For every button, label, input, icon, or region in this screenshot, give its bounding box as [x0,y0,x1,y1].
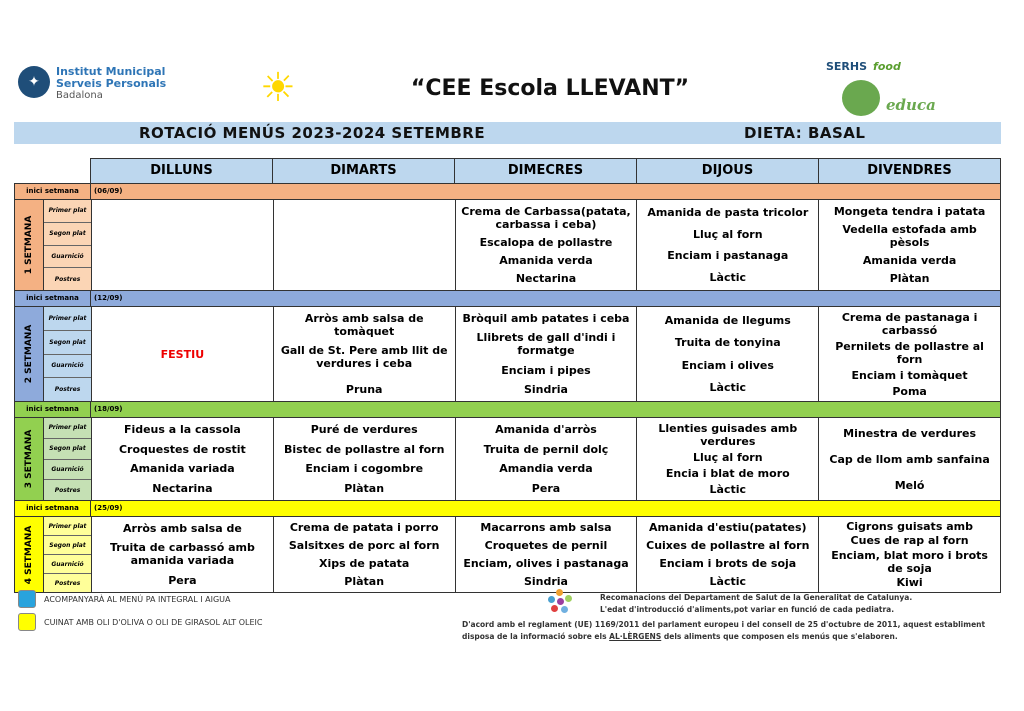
dish: Nectarina [515,272,577,286]
menu-cell [274,517,456,592]
menu-cell [819,517,1000,592]
course-label: Guarnició [44,355,91,379]
dish: Enciam, blat moro i brots de soja [831,548,988,575]
week-row [14,306,1001,401]
dish: Amanida d'estiu(patates) [649,521,807,535]
dish: Làctic [709,270,747,284]
dish: Làctic [709,574,747,588]
dish: Enciam i brots de soja [659,556,797,570]
dish: Salsitxes de porc al forn [288,539,440,553]
dish: Cues de rap al forn [850,534,969,548]
rotation-title: ROTACIÓ MENÚS 2023-2024 SETEMBRE [139,124,486,142]
dish: Pera [168,573,197,587]
educa-logo: educa [886,96,936,114]
day-header-divendres: DIVENDRES [819,159,1000,183]
menu-cell [92,307,274,401]
dish: Lluç al forn [692,450,763,464]
course-label: Primer plat [44,418,91,439]
dish: Pera [531,481,561,495]
day-header-dijous: DIJOUS [637,159,819,183]
day-header-row [90,158,1001,183]
health-recommendations: Recomanacions del Departament de Salut de la Generalitat de Catalunya. L'edat d'introducció d'aliments,pot variar en funció de cada pediatra. [600,593,913,614]
dish: Enciam, olives i pastanaga [463,556,629,570]
day-header-dilluns: DILLUNS [91,159,273,183]
dish: Croquestes de rostit [118,442,246,456]
dish: Enciam i pastanaga [667,249,789,263]
course-label: Guarnició [44,246,91,269]
week-start-date: (12/09) [94,294,123,302]
dish: Cigrons guisats amb [846,519,973,533]
week-start-row [14,401,1001,417]
dish: Truita de pernil dolç [483,442,609,456]
diet-label: DIETA: BASAL [744,124,866,142]
week-start-row [14,290,1001,306]
dish: Amanida verda [862,254,957,268]
day-header-dimecres: DIMECRES [455,159,637,183]
course-label: Postres [54,275,81,283]
institution-city: Badalona [56,90,103,101]
dish: Enciam i cogombre [305,462,424,476]
week-start-label: inici setmana [15,501,91,516]
health-dept-logo-icon [548,589,572,613]
dish: Mongeta tendra i patata [833,204,986,218]
dish: Enciam i tomàquet [851,368,968,382]
week-start-date: (25/09) [94,504,123,512]
dish: Escalopa de pollastre [479,235,613,249]
week-label: 1 SETMANA [15,200,44,290]
dish: Croquetes de pernil [484,539,608,553]
dish: Llenties guisades amb verdures [658,421,798,448]
dish: Arròs amb salsa de [123,522,242,536]
dish: Crema de patata i porro [289,521,439,535]
menu-cell [637,200,819,290]
legend-item-bread: ACOMPANYARÀ AL MENÚ PA INTEGRAL I AIGUA [18,590,230,608]
institution-line-2: Serveis Personals [56,77,167,90]
dish: Plàtan [889,272,930,286]
course-label: Segon plat [44,223,91,246]
dish: Crema de Carbassa(patata, carbassa i ceba) [461,204,631,231]
dish: Amanida variada [130,462,235,476]
course-label: Postres [54,486,81,494]
week-start-row [14,500,1001,516]
dish: Cuixes de pollastre al forn [646,539,810,553]
dish: Amandia verda [499,462,593,476]
dish: Sindria [523,382,568,396]
menu-cell [92,418,274,500]
dish: Kiwi [896,576,923,590]
course-label: Postres [54,579,81,587]
dish: Cap de llom amb sanfaina [829,452,990,466]
dish: Bròquil amb patates i ceba [462,312,630,326]
title-band [14,122,1001,144]
menu-cell [637,307,819,401]
dish: Plàtan [344,574,385,588]
dish: Amanida d'arròs [495,423,597,437]
course-label: Segon plat [44,331,91,355]
course-label: Guarnició [44,555,91,574]
dish: Meló [894,478,925,492]
week-row [14,199,1001,290]
dish: Enciam i olives [681,358,774,372]
blue-square-icon [18,590,36,608]
course-label: Primer plat [44,200,91,223]
dish: Nectarina [152,481,213,495]
menu-cell [274,418,456,500]
week-start-label: inici setmana [15,402,91,417]
dish: Amanida de pasta tricolor [647,206,809,220]
dish: Amanida de llegums [664,313,791,327]
dish: Pernilets de pollastre al forn [835,339,984,366]
document-title: “CEE Escola LLEVANT” [410,76,690,101]
week-label: 2 SETMANA [15,307,44,401]
dish: Plàtan [344,481,385,495]
week-start-label: inici setmana [15,184,91,199]
week-start-date: (06/09) [94,187,123,195]
dish: Encia i blat de moro [665,467,790,481]
dish: Truita de tonyina [674,336,781,350]
menu-cell [637,418,819,500]
week-start-row [14,183,1001,199]
dish: Truita de carbassó amb amanida variada [109,541,255,568]
course-label: Guarnició [44,460,91,481]
menu-cell [819,200,1000,290]
sun-icon: ☀ [260,65,296,111]
week-label: 3 SETMANA [15,418,44,500]
week-start-label: inici setmana [15,291,91,306]
week-start-date: (18/09) [94,405,123,413]
dish: Llibrets de gall d'indi i formatge [476,331,616,358]
dish: Minestra de verdures [843,426,977,440]
course-label: Primer plat [44,517,91,536]
institut-logo-icon: ✦ [18,66,50,98]
legend-item-oil: CUINAT AMB OLI D'OLIVA O OLI DE GIRASOL ALT OLEIC [18,613,262,631]
menu-cell [819,418,1000,500]
menu-cell [456,307,638,401]
dish: FESTIU [160,347,205,361]
menu-cell [456,200,638,290]
menu-cell [92,517,274,592]
serhs-food-logo: SERHS food [826,60,901,73]
course-label: Segon plat [44,439,91,460]
menu-cell [456,517,638,592]
course-label: Segon plat [44,536,91,555]
dish: Puré de verdures [310,423,418,437]
allergen-notice: D'acord amb el reglament (UE) 1169/2011 del parlament europeu i del consell de 25 d'octubre de 2011, aquest establiment disposa de la informació sobre els AL·LÈRGENS dels aliments que composen els menús que s'elaboren. [462,620,986,641]
dish: Xips de patata [319,556,410,570]
week-row [14,516,1001,592]
dish: Fideus a la cassola [123,423,241,437]
course-label: Primer plat [44,307,91,331]
dish: Amanida verda [499,254,593,268]
dish: Arròs amb salsa de tomàquet [304,312,424,339]
dish: Crema de pastanaga i carbassó [841,310,978,337]
institut-logo [18,66,166,102]
course-label: Postres [54,386,81,394]
week-label: 4 SETMANA [15,517,44,592]
dish: Macarrons amb salsa [480,521,612,535]
menu-cell [274,200,456,290]
menu-cell [92,200,274,290]
dish: Pruna [345,382,383,396]
menu-cell [456,418,638,500]
menu-cell [819,307,1000,401]
day-header-dimarts: DIMARTS [273,159,455,183]
dish: Bistec de pollastre al forn [283,442,445,456]
dish: Làctic [709,483,747,497]
menu-cell [637,517,819,592]
dish: Enciam i pipes [501,363,591,377]
dish: Gall de St. Pere amb llit de verdures i ceba [280,344,448,371]
dish: Lluç al forn [692,227,763,241]
yellow-square-icon [18,613,36,631]
dish: Sindria [523,574,568,588]
dish: Poma [892,384,927,398]
dish: Vedella estofada amb pèsols [842,222,977,249]
menu-table [14,158,1001,593]
institution-line-1: Institut Municipal [56,65,166,78]
menu-cell [274,307,456,401]
dish: Làctic [709,381,747,395]
week-row [14,417,1001,500]
allergens-link: AL·LÈRGENS [609,632,662,641]
frog-mascot-icon [842,80,880,116]
